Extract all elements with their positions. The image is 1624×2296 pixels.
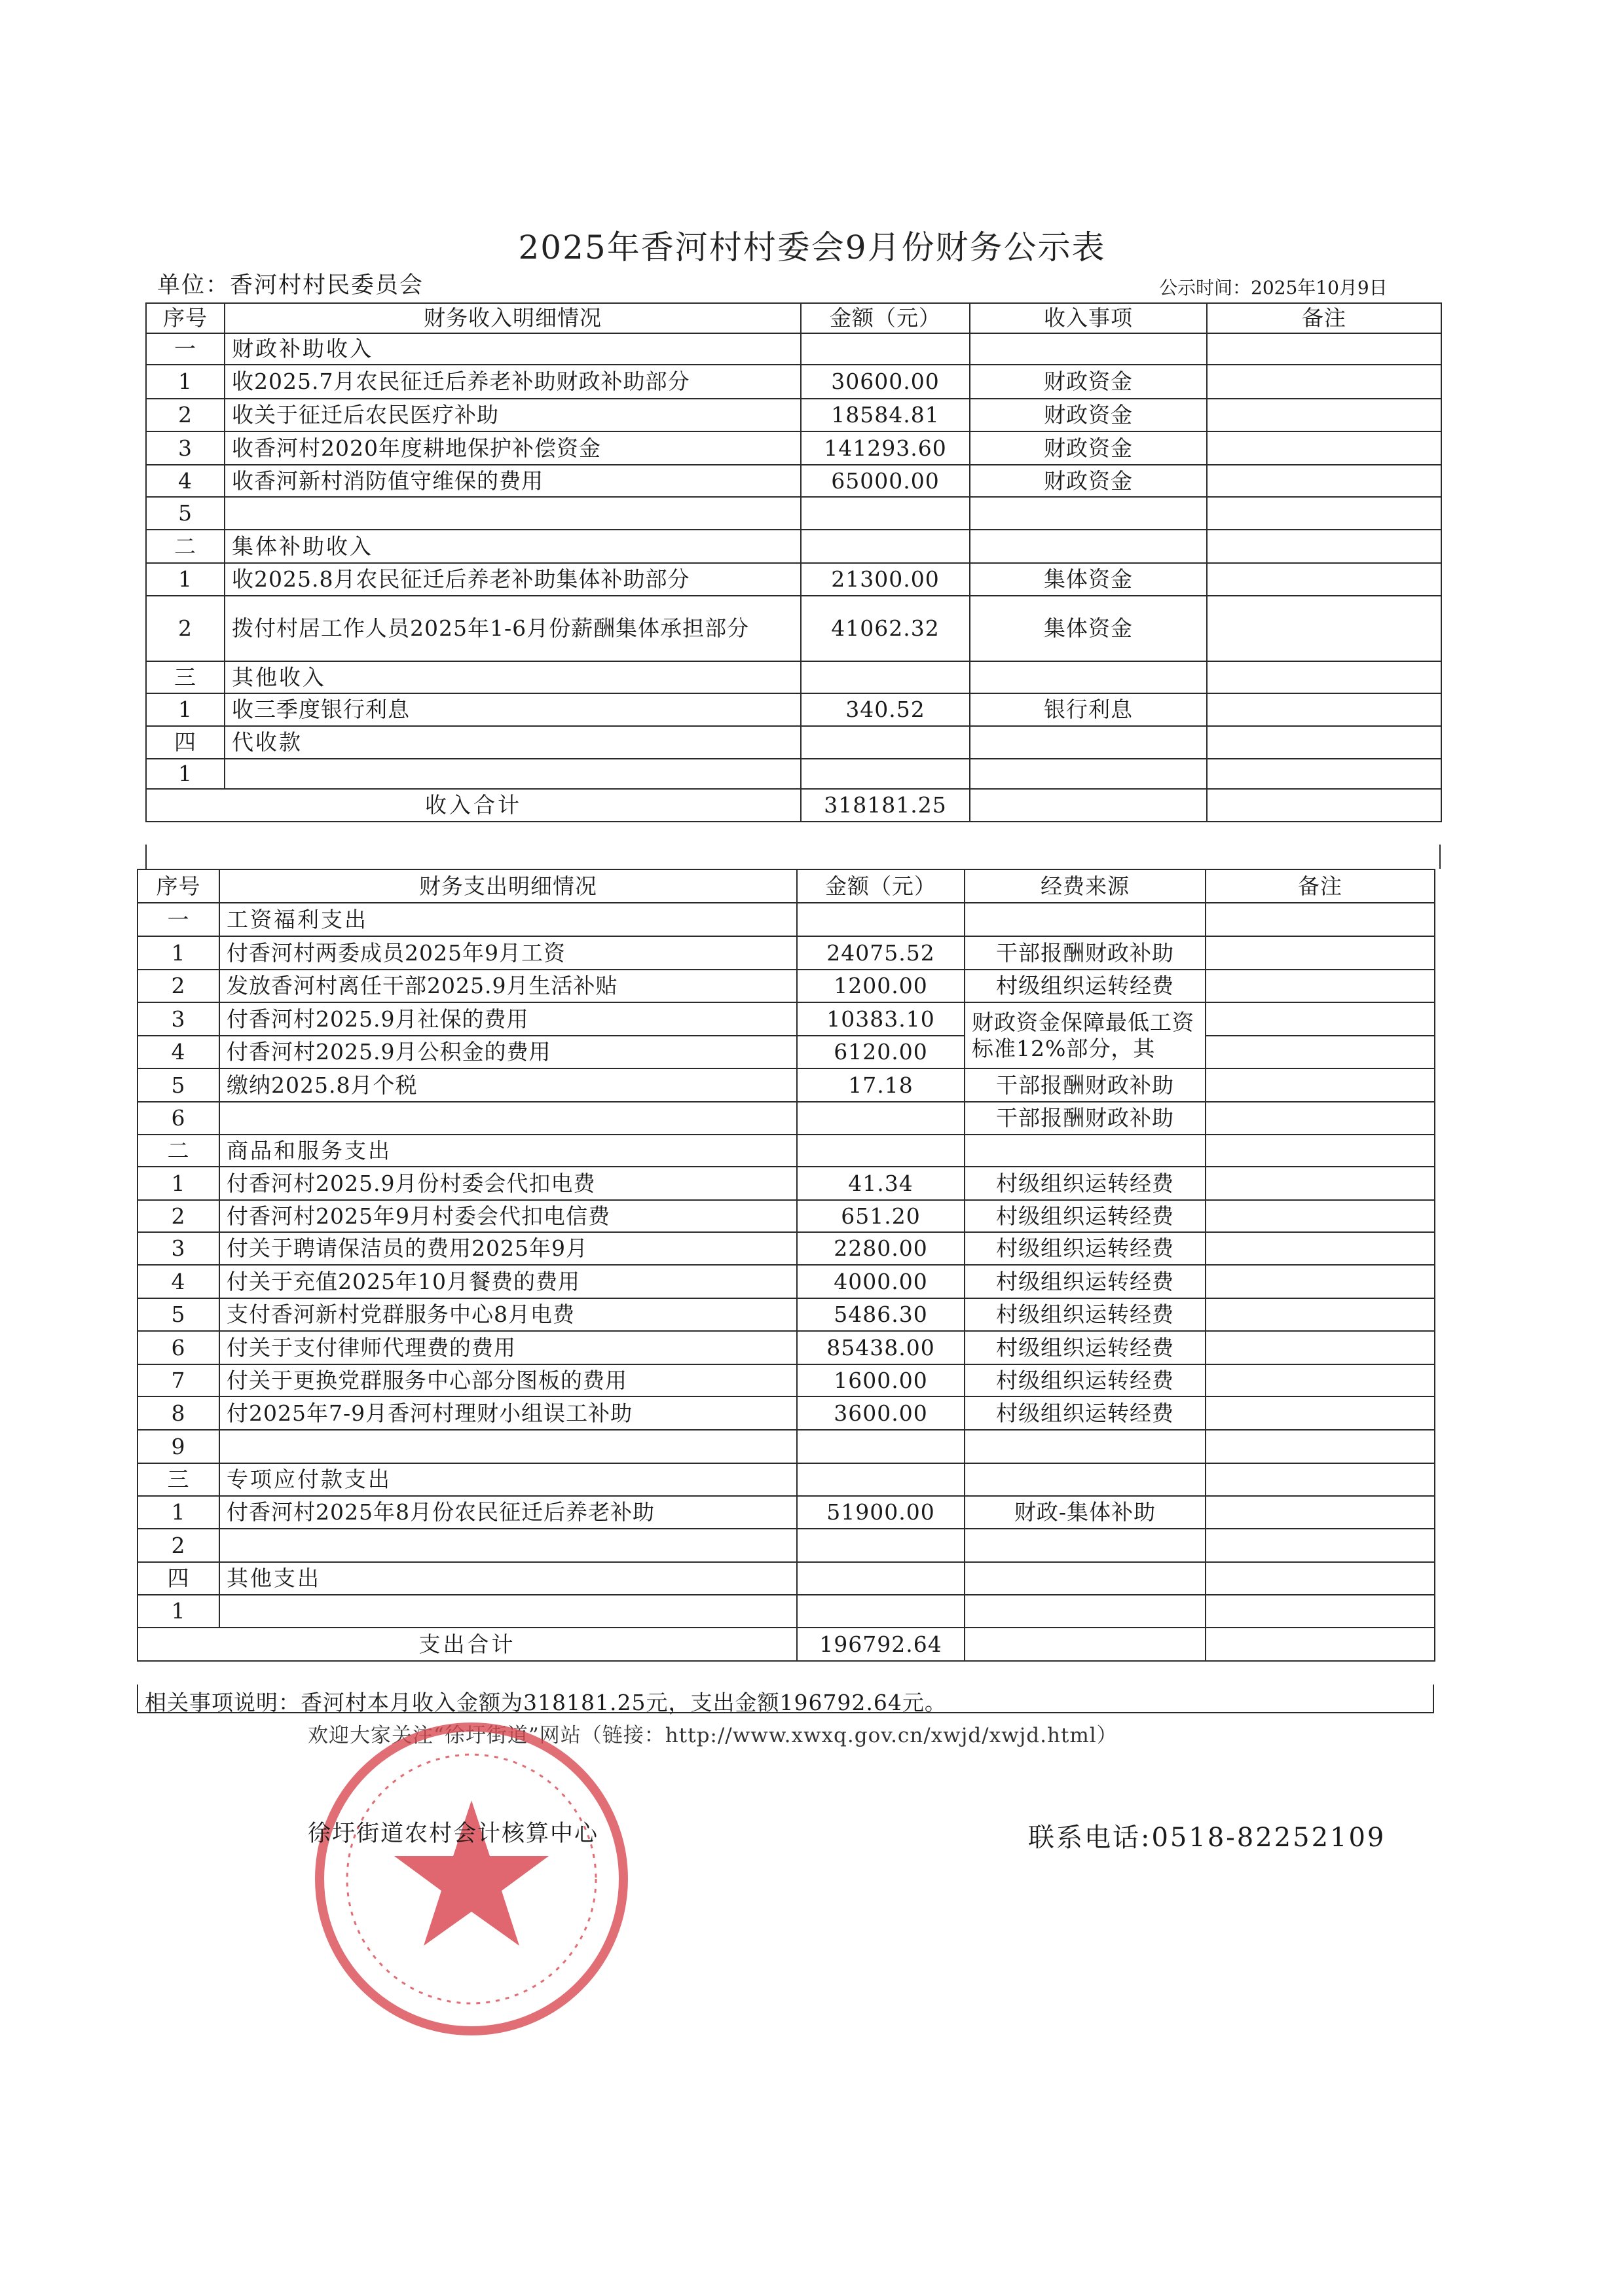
row-income-item: 集体资金: [970, 563, 1207, 596]
table-row: [146, 693, 1441, 726]
remark-cell: [1206, 1298, 1435, 1331]
remark-cell: [1206, 1068, 1435, 1102]
section-row: [146, 333, 1441, 365]
table-gap: [145, 845, 1441, 869]
row-number: 3: [138, 1232, 219, 1265]
row-amount: 6120.00: [797, 1036, 965, 1068]
row-amount: 30600.00: [801, 365, 970, 399]
table-row: [138, 1167, 1435, 1200]
income-item-cell: [970, 789, 1207, 822]
table-row: [138, 936, 1435, 970]
remark-cell: [1206, 1135, 1435, 1167]
section-number: 四: [146, 726, 225, 759]
table-row: [138, 1396, 1435, 1430]
row-amount: 2280.00: [797, 1232, 965, 1265]
official-seal-icon: [308, 1715, 635, 2043]
row-amount: 41.34: [797, 1167, 965, 1200]
remark-cell: [1206, 1364, 1435, 1396]
row-amount: 340.52: [801, 693, 970, 726]
remark-cell: [1207, 465, 1441, 497]
table-row: [138, 970, 1435, 1002]
remark-cell: [1206, 903, 1435, 936]
table-row: [146, 465, 1441, 497]
section-title: 其他支出: [219, 1562, 797, 1595]
row-description: 付2025年7-9月香河村理财小组误工补助: [219, 1396, 797, 1430]
row-funding-source: 村级组织运转经费: [965, 970, 1206, 1002]
table-row: [138, 1200, 1435, 1232]
section-title: 财政补助收入: [225, 333, 801, 365]
section-number: 二: [138, 1135, 219, 1167]
remark-cell: [1207, 431, 1441, 465]
remark-cell: [1207, 365, 1441, 399]
remark-cell: [1207, 759, 1441, 789]
table-row: [138, 1232, 1435, 1265]
income-item-cell: [970, 726, 1207, 759]
amount-cell: [797, 1135, 965, 1167]
amount-cell: [801, 530, 970, 563]
page-title: 2025年香河村村委会9月份财务公示表: [518, 228, 1106, 266]
row-amount: 4000.00: [797, 1265, 965, 1298]
header-amount: 金额（元）: [797, 869, 965, 903]
row-income-item: [970, 497, 1207, 530]
row-amount: [797, 1595, 965, 1628]
total-row: [138, 1628, 1435, 1661]
row-amount: 41062.32: [801, 596, 970, 661]
row-funding-source: [965, 1529, 1206, 1562]
remark-cell: [1206, 970, 1435, 1002]
row-description: 付香河村2025.9月公积金的费用: [219, 1036, 797, 1068]
row-income-item: 财政资金: [970, 365, 1207, 399]
section-title: 其他收入: [225, 661, 801, 693]
row-income-item: 财政资金: [970, 465, 1207, 497]
table-row: [138, 1331, 1435, 1364]
header-no: 序号: [138, 869, 219, 903]
row-number: 5: [138, 1298, 219, 1331]
table-row: [138, 1529, 1435, 1562]
amount-cell: [797, 903, 965, 936]
table-row: [146, 399, 1441, 431]
section-number: 三: [146, 661, 225, 693]
section-number: 四: [138, 1562, 219, 1595]
remark-cell: [1207, 693, 1441, 726]
header-row: [146, 303, 1441, 333]
row-description: [225, 759, 801, 789]
row-number: 7: [138, 1364, 219, 1396]
row-amount: [801, 497, 970, 530]
row-funding-source: 村级组织运转经费: [965, 1331, 1206, 1364]
row-number: 2: [138, 1529, 219, 1562]
funding-source-cell: [965, 1562, 1206, 1595]
row-amount: 24075.52: [797, 936, 965, 970]
row-amount: 141293.60: [801, 431, 970, 465]
row-description: 付关于聘请保洁员的费用2025年9月: [219, 1232, 797, 1265]
amount-cell: [797, 1562, 965, 1595]
row-funding-source: 村级组织运转经费: [965, 1364, 1206, 1396]
remark-cell: [1207, 530, 1441, 563]
remark-cell: [1206, 1167, 1435, 1200]
row-amount: 17.18: [797, 1068, 965, 1102]
row-funding-source: 村级组织运转经费: [965, 1167, 1206, 1200]
section-row: [138, 1135, 1435, 1167]
row-number: 2: [138, 970, 219, 1002]
remark-cell: [1206, 1430, 1435, 1463]
row-income-item: 集体资金: [970, 596, 1207, 661]
section-row: [138, 903, 1435, 936]
section-number: 一: [146, 333, 225, 365]
section-number: 三: [138, 1463, 219, 1496]
row-description: 收三季度银行利息: [225, 693, 801, 726]
total-row: [146, 789, 1441, 822]
table-row: [138, 1430, 1435, 1463]
section-row: [138, 1463, 1435, 1496]
row-number: 4: [146, 465, 225, 497]
table-row: [138, 1036, 1435, 1068]
row-funding-source: 干部报酬财政补助: [965, 936, 1206, 970]
remark-cell: [1206, 1463, 1435, 1496]
row-description: 付香河村2025.9月份村委会代扣电费: [219, 1167, 797, 1200]
row-amount: [801, 759, 970, 789]
section-title: 工资福利支出: [219, 903, 797, 936]
remark-cell: [1206, 1529, 1435, 1562]
section-title: 专项应付款支出: [219, 1463, 797, 1496]
remark-cell: [1206, 1036, 1435, 1068]
row-amount: [797, 1529, 965, 1562]
header-last: 收入事项: [970, 303, 1207, 333]
row-number: 8: [138, 1396, 219, 1430]
row-income-item: 银行利息: [970, 693, 1207, 726]
table-row: [138, 1595, 1435, 1628]
row-amount: 10383.10: [797, 1002, 965, 1036]
row-description: [219, 1102, 797, 1135]
row-amount: 1200.00: [797, 970, 965, 1002]
row-funding-source: 财政-集体补助: [965, 1496, 1206, 1529]
row-funding-source: 村级组织运转经费: [965, 1265, 1206, 1298]
amount-cell: [797, 1463, 965, 1496]
row-amount: 21300.00: [801, 563, 970, 596]
row-amount: [797, 1102, 965, 1135]
row-number: 9: [138, 1430, 219, 1463]
row-number: 2: [146, 399, 225, 431]
section-title: 代收款: [225, 726, 801, 759]
row-description: 缴纳2025.8月个税: [219, 1068, 797, 1102]
table-row: [138, 1002, 1435, 1036]
row-description: 收2025.7月农民征迁后养老补助财政补助部分: [225, 365, 801, 399]
header-remark: 备注: [1206, 869, 1435, 903]
row-description: 收香河村2020年度耕地保护补偿资金: [225, 431, 801, 465]
table-row: [138, 1298, 1435, 1331]
section-number: 二: [146, 530, 225, 563]
remark-cell: [1206, 1331, 1435, 1364]
row-description: 收香河新村消防值守维保的费用: [225, 465, 801, 497]
publish-date: 公示时间：2025年10月9日: [1159, 277, 1388, 299]
remark-cell: [1207, 399, 1441, 431]
table-row: [146, 759, 1441, 789]
row-description: 发放香河村离任干部2025.9月生活补贴: [219, 970, 797, 1002]
remark-cell: [1206, 1102, 1435, 1135]
table-row: [138, 1102, 1435, 1135]
unit-label: 单位：香河村村民委员会: [157, 272, 424, 299]
table-row: [138, 1265, 1435, 1298]
remark-cell: [1207, 596, 1441, 661]
row-description: 收2025.8月农民征迁后养老补助集体补助部分: [225, 563, 801, 596]
row-funding-source: [965, 1430, 1206, 1463]
section-number: 一: [138, 903, 219, 936]
amount-cell: [801, 661, 970, 693]
row-income-item: 财政资金: [970, 431, 1207, 465]
row-funding-source: 财政资金保障最低工资标准12%部分，其: [965, 1002, 1206, 1068]
table-row: [146, 596, 1441, 661]
section-row: [146, 726, 1441, 759]
header-desc: 财务收入明细情况: [225, 303, 801, 333]
remark-cell: [1206, 1595, 1435, 1628]
row-number: 1: [146, 563, 225, 596]
row-funding-source: 村级组织运转经费: [965, 1298, 1206, 1331]
row-description: [225, 497, 801, 530]
contact-phone: 联系电话:0518-82252109: [1028, 1823, 1386, 1853]
section-row: [146, 661, 1441, 693]
remark-cell: [1206, 1496, 1435, 1529]
remark-cell: [1206, 1396, 1435, 1430]
row-number: 1: [146, 365, 225, 399]
table-row: [146, 365, 1441, 399]
remarks-note: 相关事项说明：香河村本月收入金额为318181.25元，支出金额196792.64元。: [137, 1685, 1434, 1713]
header-remark: 备注: [1207, 303, 1441, 333]
row-description: 付香河村2025年9月村委会代扣电信费: [219, 1200, 797, 1232]
remark-cell: [1207, 726, 1441, 759]
row-number: 5: [138, 1068, 219, 1102]
row-amount: 85438.00: [797, 1331, 965, 1364]
header-last: 经费来源: [965, 869, 1206, 903]
row-amount: 18584.81: [801, 399, 970, 431]
row-funding-source: 干部报酬财政补助: [965, 1068, 1206, 1102]
header-amount: 金额（元）: [801, 303, 970, 333]
header-desc: 财务支出明细情况: [219, 869, 797, 903]
funding-source-cell: [965, 1463, 1206, 1496]
row-description: 付香河村2025.9月社保的费用: [219, 1002, 797, 1036]
row-number: 1: [138, 936, 219, 970]
section-row: [146, 530, 1441, 563]
funding-source-cell: [965, 1135, 1206, 1167]
row-number: 4: [138, 1265, 219, 1298]
amount-cell: [801, 333, 970, 365]
income-table: [145, 302, 1442, 822]
remark-cell: [1206, 1002, 1435, 1036]
row-number: 6: [138, 1102, 219, 1135]
remark-cell: [1206, 1232, 1435, 1265]
accounting-center: 徐圩街道农村会计核算中心: [308, 1821, 599, 1847]
remark-cell: [1207, 333, 1441, 365]
remark-cell: [1207, 661, 1441, 693]
row-number: 2: [146, 596, 225, 661]
row-description: 付关于支付律师代理费的费用: [219, 1331, 797, 1364]
income-item-cell: [970, 530, 1207, 563]
table-row: [146, 497, 1441, 530]
row-number: 5: [146, 497, 225, 530]
row-description: [219, 1430, 797, 1463]
remark-cell: [1206, 1628, 1435, 1661]
remark-cell: [1206, 1200, 1435, 1232]
row-description: [219, 1595, 797, 1628]
income-item-cell: [970, 661, 1207, 693]
row-amount: 51900.00: [797, 1496, 965, 1529]
row-amount: 5486.30: [797, 1298, 965, 1331]
row-amount: 3600.00: [797, 1396, 965, 1430]
row-amount: [797, 1430, 965, 1463]
row-amount: 651.20: [797, 1200, 965, 1232]
row-funding-source: [965, 1595, 1206, 1628]
row-number: 1: [146, 693, 225, 726]
row-funding-source: 村级组织运转经费: [965, 1232, 1206, 1265]
row-funding-source: 村级组织运转经费: [965, 1200, 1206, 1232]
row-amount: 1600.00: [797, 1364, 965, 1396]
total-amount: 196792.64: [797, 1628, 965, 1661]
table-row: [146, 431, 1441, 465]
table-row: [138, 1496, 1435, 1529]
row-number: 1: [146, 759, 225, 789]
remark-cell: [1207, 789, 1441, 822]
table-row: [146, 563, 1441, 596]
section-title: 商品和服务支出: [219, 1135, 797, 1167]
row-description: 支付香河新村党群服务中心8月电费: [219, 1298, 797, 1331]
funding-source-cell: [965, 903, 1206, 936]
income-item-cell: [970, 333, 1207, 365]
table-row: [138, 1068, 1435, 1102]
amount-cell: [801, 726, 970, 759]
row-number: 3: [146, 431, 225, 465]
total-amount: 318181.25: [801, 789, 970, 822]
funding-source-cell: [965, 1628, 1206, 1661]
header-no: 序号: [146, 303, 225, 333]
row-number: 3: [138, 1002, 219, 1036]
section-title: 集体补助收入: [225, 530, 801, 563]
row-number: 1: [138, 1595, 219, 1628]
row-number: 4: [138, 1036, 219, 1068]
row-description: 付香河村两委成员2025年9月工资: [219, 936, 797, 970]
row-description: 拨付村居工作人员2025年1-6月份薪酬集体承担部分: [225, 596, 801, 661]
row-funding-source: 村级组织运转经费: [965, 1396, 1206, 1430]
header-row: [138, 869, 1435, 903]
table-row: [138, 1364, 1435, 1396]
section-row: [138, 1562, 1435, 1595]
row-number: 1: [138, 1496, 219, 1529]
row-number: 6: [138, 1331, 219, 1364]
row-number: 2: [138, 1200, 219, 1232]
row-number: 1: [138, 1167, 219, 1200]
row-description: 付关于充值2025年10月餐费的费用: [219, 1265, 797, 1298]
remark-cell: [1206, 936, 1435, 970]
row-income-item: 财政资金: [970, 399, 1207, 431]
remark-cell: [1207, 497, 1441, 530]
row-funding-source: 干部报酬财政补助: [965, 1102, 1206, 1135]
total-label: 支出合计: [138, 1628, 797, 1661]
website-notice: 欢迎大家关注“徐圩街道”网站（链接：http://www.xwxq.gov.cn/xwjd/xwjd.html）: [308, 1724, 1118, 1747]
row-description: 付香河村2025年8月份农民征迁后养老补助: [219, 1496, 797, 1529]
row-description: 收关于征迁后农民医疗补助: [225, 399, 801, 431]
row-income-item: [970, 759, 1207, 789]
row-description: 付关于更换党群服务中心部分图板的费用: [219, 1364, 797, 1396]
total-label: 收入合计: [146, 789, 801, 822]
row-amount: 65000.00: [801, 465, 970, 497]
remark-cell: [1207, 563, 1441, 596]
row-description: [219, 1529, 797, 1562]
remark-cell: [1206, 1562, 1435, 1595]
expense-table: [137, 869, 1435, 1662]
remark-cell: [1206, 1265, 1435, 1298]
